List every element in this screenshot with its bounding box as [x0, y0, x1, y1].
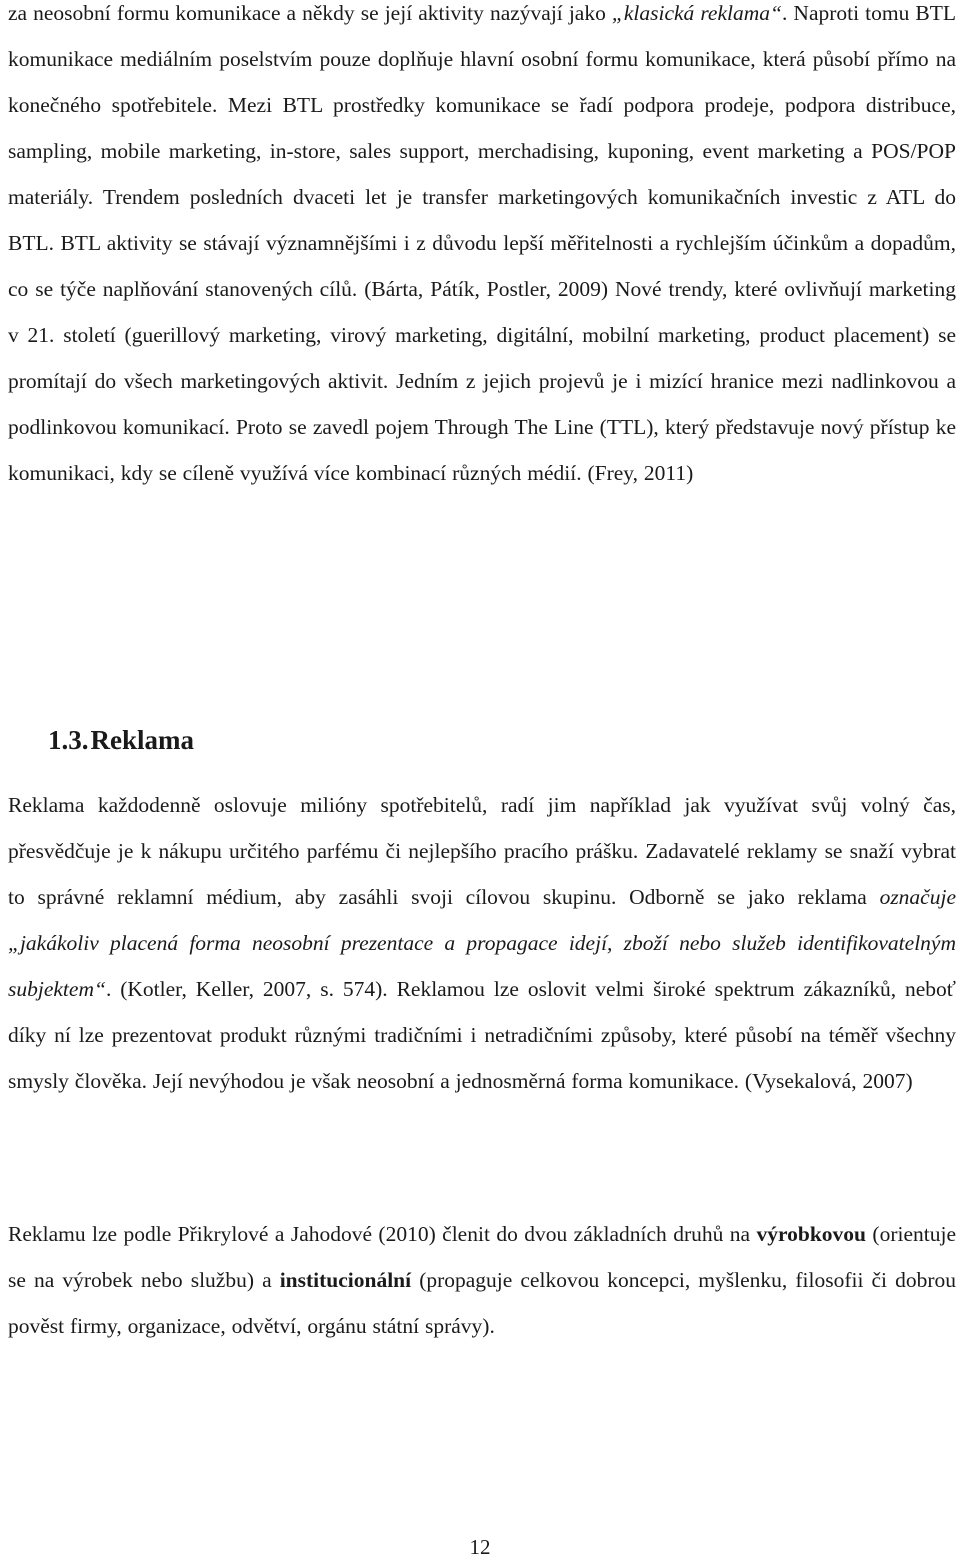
- italic-quote: „klasická reklama“: [611, 1, 782, 25]
- paragraph-text: Reklama každodenně oslovuje milióny spotřebitelů, radí jim například jak využívat svůj volný čas, přesvědčuje je k nákupu určitého parfému či nejlepšího pracího prášku. Zadavatelé reklamy se snaží vybrat to správné reklamní médium, aby zasáhli svoji cílovou skupinu. Odborně se jako reklama: [8, 793, 956, 909]
- section-heading: [48, 716, 194, 764]
- paragraph-text: (propaguje celkovou koncepci, myšlenku, filosofii či dobrou pověst firmy, organizace, odvětví, orgánu státní správy).: [8, 1268, 956, 1338]
- body-paragraph-1: [8, 0, 956, 496]
- bold-term-product: výrobkovou: [756, 1222, 867, 1246]
- section-title: Reklama: [90, 725, 194, 755]
- body-paragraph-2: [8, 782, 956, 1104]
- page-number: 12: [469, 1535, 491, 1559]
- paragraph-text: za neosobní formu komunikace a někdy se její aktivity nazývají jako: [8, 1, 612, 25]
- paragraph-text: . (Kotler, Keller, 2007, s. 574). Reklamou lze oslovit velmi široké spektrum zákazníků, neboť díky ní lze prezentovat produkt různými tradičními i netradičními způsoby, které působí na téměř všechny smysly člověka. Její nevýhodou je však neosobní a jednosměrná forma komunikace. (Vysekalová, 2007): [8, 977, 956, 1093]
- italic-definition: označuje „jakákoliv placená forma neosobní prezentace a propagace idejí, zboží nebo služeb identifikovatelným subjektem“: [8, 885, 956, 1001]
- paragraph-text: (orientuje se na výrobek nebo službu) a: [8, 1222, 957, 1292]
- section-number: 1.3.: [48, 725, 89, 755]
- paragraph-text: Reklamu lze podle Přikrylové a Jahodové (2010) členit do dvou základních druhů na: [8, 1222, 757, 1246]
- body-paragraph-3: [8, 1211, 956, 1349]
- paragraph-text: . Naproti tomu BTL komunikace mediálním poselstvím pouze doplňuje hlavní osobní formu komunikace, která působí přímo na konečného spotřebitele. Mezi BTL prostředky komunikace se řadí podpora prodeje, podpora distribuce, sampling, mobile marketing, in-store, sales support, merchadising, kuponing, event marketing a POS/POP materiály. Trendem posledních dvaceti let je transfer marketingových komunikačních investic z ATL do BTL. BTL aktivity se stávají významnějšími i z důvodu lepší měřitelnosti a rychlejším účinkům a dopadům, co se týče naplňování stanovených cílů. (Bárta, Pátík, Postler, 2009) Nové trendy, které ovlivňují marketing v 21. století (guerillový marketing, virový marketing, digitální, mobilní marketing, product placement) se promítají do všech marketingových aktivit. Jedním z jejich projevů je i mizící hranice mezi nadlinkovou a podlinkovou komunikací. Proto se zavedl pojem Through The Line (TTL), který představuje nový přístup ke komunikaci, kdy se cíleně využívá více kombinací různých médií. (Frey, 2011): [8, 1, 956, 485]
- bold-term-institutional: institucionální: [279, 1268, 412, 1292]
